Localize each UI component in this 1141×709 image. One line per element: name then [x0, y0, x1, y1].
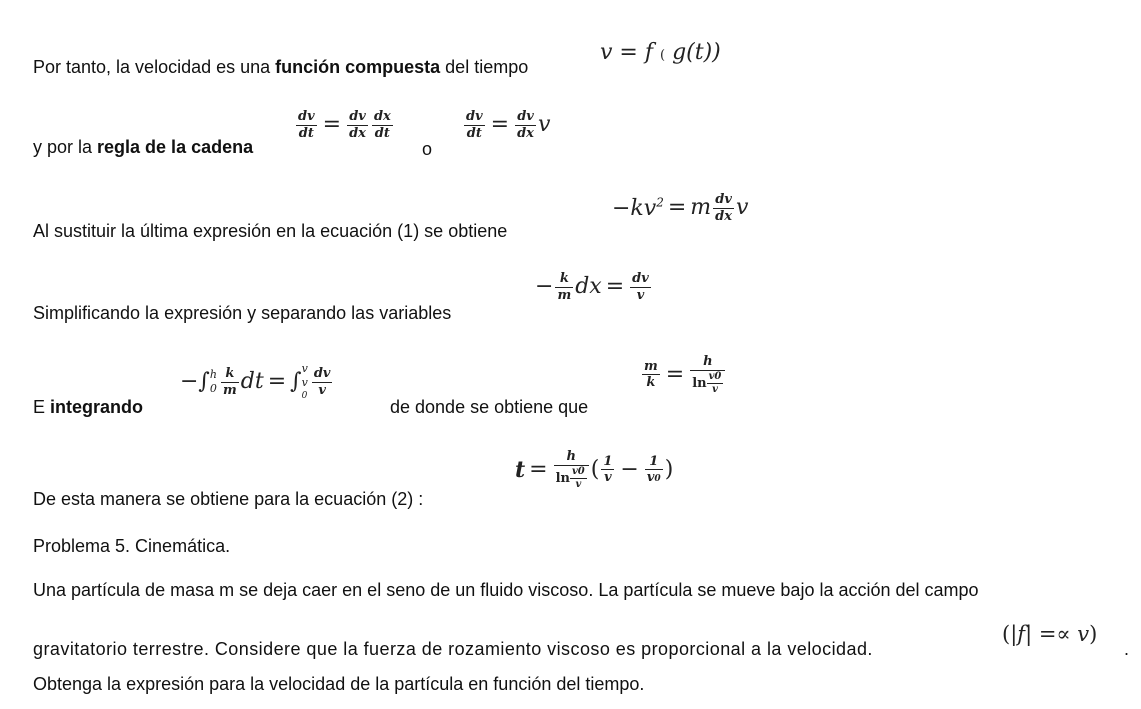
text-segment: del tiempo [440, 57, 529, 77]
paragraph-line-5-continued: de donde se obtiene que [390, 397, 589, 417]
equation-friction-proportional: (|f| =∝ v) [1002, 622, 1098, 646]
paragraph-line-8: Una partícula de masa m se deja caer en el seno de un fluido viscoso. La partícula se mueve bajo la acción del campo [33, 580, 979, 600]
equation-time: t = h ln $\frac{v0}{v}$ ( $\frac{1}{v}$ − $\frac{1}{v0}$ ) [515, 449, 674, 490]
equation-integral: −∫ h 0 $\frac{k}{m}$ dt = ∫ v v 0 $\frac{dv}{v}$ [180, 362, 331, 401]
paragraph-line-1 [33, 58, 528, 76]
equation-kv2: $-kv^2 = m$ $\frac{dv}{dx}$ v [612, 192, 749, 224]
paragraph-line-5 [33, 398, 143, 416]
equation-m-over-k: $\frac{m}{k}$ = h ln $\frac{v0}{v}$ [640, 355, 727, 395]
bold-term-funcion-compuesta: función compuesta [275, 57, 441, 77]
bold-term-integrando: integrando [50, 397, 144, 417]
conjunction-o: o [422, 139, 433, 159]
equation-chain-rule: $\frac{dv}{dt}$ = $\frac{dv}{dx}$ $\frac{dx}{dt}$ [298, 109, 391, 141]
text-segment: y por la [33, 137, 98, 157]
text-segment: E [33, 397, 51, 417]
paragraph-line-10: Obtenga la expresión para la velocidad de la partícula en función del tiempo. [33, 674, 645, 694]
equation-chain-rule-alt: $\frac{dv}{dt}$ = $\frac{dv}{dx}$ v [466, 109, 551, 141]
sentence-period: . [1124, 639, 1130, 659]
paragraph-line-2 [33, 138, 253, 156]
paragraph-line-4: Simplificando la expresión y separando las variables [33, 303, 452, 323]
bold-term-regla-cadena: regla de la cadena [97, 137, 254, 157]
paragraph-line-6: De esta manera se obtiene para la ecuación (2) : [33, 489, 424, 509]
equation-separated: − $\frac{k}{m}$ dx = $\frac{dv}{v}$ [535, 271, 649, 303]
paragraph-line-3: Al sustituir la última expresión en la ecuación (1) se obtiene [33, 221, 508, 241]
paragraph-line-9: gravitatorio terrestre. Considere que la fuerza de rozamiento viscoso es proporcional a la velocidad. [33, 639, 873, 659]
text-segment: Por tanto, la velocidad es una [33, 57, 276, 77]
equation-v-f-g-t: v = f ( g(t)) [600, 40, 721, 65]
problem-heading: Problema 5. Cinemática. [33, 536, 231, 556]
